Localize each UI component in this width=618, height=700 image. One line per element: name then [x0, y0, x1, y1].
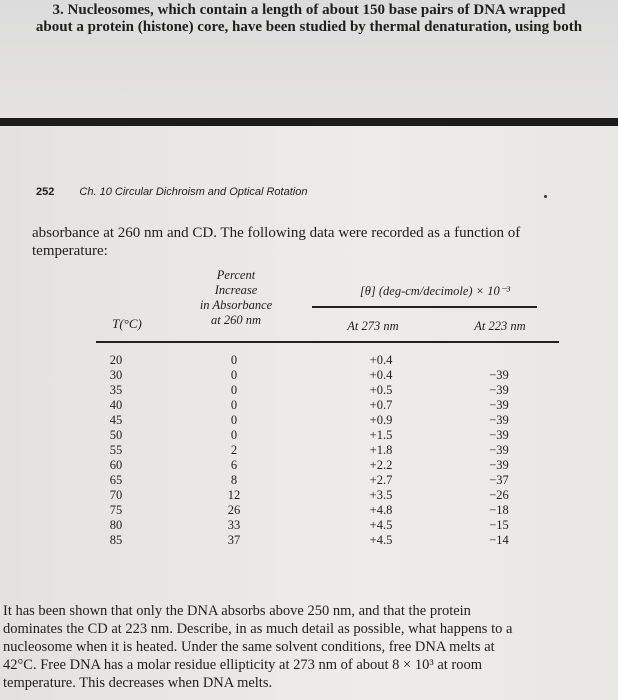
page-number: 252: [36, 186, 55, 198]
question-line-2: about a protein (histone) core, have been studied by thermal denaturation, using both: [35, 19, 583, 35]
cd273-cell: +0.4: [369, 353, 393, 367]
cd273-cell: +0.4: [369, 368, 393, 382]
absorbance-cell: 12: [227, 488, 241, 502]
temp-cell: 30: [109, 368, 123, 382]
temp-cell: 40: [109, 398, 123, 412]
cd223-cell: −39: [489, 458, 509, 472]
cd273-cell: +0.7: [369, 398, 393, 412]
absorbance-cell: 0: [230, 383, 238, 397]
cd273-column: [356, 353, 406, 548]
temp-cell: 60: [109, 458, 123, 472]
temp-cell: 55: [109, 443, 123, 457]
absorbance-cell: 0: [230, 353, 238, 367]
absorbance-cell: 2: [230, 443, 238, 457]
cd223-cell: −15: [489, 518, 509, 532]
cd273-cell: +2.2: [369, 458, 393, 472]
cd223-cell: −39: [489, 428, 509, 442]
cd273-cell: +4.8: [369, 503, 393, 517]
intro-line-1: absorbance at 260 nm and CD. The following data were recorded as a function of: [32, 225, 521, 241]
page-gutter: [0, 118, 618, 126]
absorbance-cell: 0: [230, 428, 238, 442]
temp-cell: 35: [109, 383, 123, 397]
cd273-cell: +1.5: [369, 428, 393, 442]
temp-cell: 75: [109, 503, 123, 517]
cd223-cell: −26: [489, 488, 509, 502]
closing-line-5: temperature. This decreases when DNA melts.: [3, 675, 273, 691]
cd223-cell: −39: [489, 413, 509, 427]
closing-line-1: It has been shown that only the DNA absorbs above 250 nm, and that the protein: [3, 603, 471, 619]
cd223-cell: [474, 353, 524, 368]
temp-cell: 50: [109, 428, 123, 442]
cd223-cell: −39: [489, 398, 509, 412]
cd223-cell: −14: [489, 533, 509, 547]
intro-line-2: temperature:: [32, 243, 108, 259]
temperature-header: T(°C): [112, 316, 142, 331]
cd273-cell: +0.5: [369, 383, 393, 397]
absorbance-header-line-1: Percent: [216, 268, 256, 282]
absorbance-column: [214, 353, 254, 548]
temp-cell: 85: [109, 533, 123, 547]
cd223-cell: −39: [489, 383, 509, 397]
cd223-header: At 223 nm: [474, 319, 526, 333]
running-head: [36, 186, 307, 198]
cd273-cell: +3.5: [369, 488, 393, 502]
absorbance-cell: 8: [230, 473, 238, 487]
closing-line-2: dominates the CD at 223 nm. Describe, in as much detail as possible, what happens to a: [3, 621, 513, 637]
absorbance-header-line-3: in Absorbance: [199, 298, 273, 312]
absorbance-header: [186, 268, 286, 328]
absorbance-header-line-4: at 260 nm: [211, 313, 261, 327]
cd-group-rule: [312, 306, 537, 308]
cd223-cell: −18: [489, 503, 509, 517]
cd273-cell: +0.9: [369, 413, 393, 427]
cd273-cell: +2.7: [369, 473, 393, 487]
closing-line-4: 42°C. Free DNA has a molar residue ellipticity at 273 nm of about 8 × 10³ at room: [3, 657, 483, 673]
closing-paragraph: [3, 602, 615, 692]
absorbance-cell: 0: [230, 398, 238, 412]
cd223-cell: −39: [489, 443, 509, 457]
cd273-cell: +4.5: [369, 533, 393, 547]
temp-cell: 45: [109, 413, 123, 427]
temp-cell: 20: [109, 353, 123, 367]
cd223-cell: −37: [489, 473, 509, 487]
cd273-header: At 273 nm: [347, 319, 399, 333]
intro-paragraph: [32, 224, 608, 260]
chapter-title: Ch. 10 Circular Dichroism and Optical Rotation: [79, 186, 308, 198]
question-line-1: 3. Nucleosomes, which contain a length of about 150 base pairs of DNA wrapped: [52, 2, 566, 18]
absorbance-cell: 37: [227, 533, 241, 547]
temp-cell: 65: [109, 473, 123, 487]
temp-cell: 80: [109, 518, 123, 532]
speck: [544, 195, 547, 198]
absorbance-cell: 26: [227, 503, 241, 517]
cd223-cell: −39: [489, 368, 509, 382]
cd273-cell: +1.8: [369, 443, 393, 457]
previous-page: [0, 0, 618, 118]
absorbance-header-line-2: Increase: [214, 283, 258, 297]
cd223-column: [474, 353, 524, 548]
temp-cell: 70: [109, 488, 123, 502]
cd-group-header: [θ] (deg-cm/decimole) × 10⁻³: [359, 284, 511, 298]
absorbance-cell: 33: [227, 518, 241, 532]
table-header-rule: [96, 341, 559, 343]
closing-line-3: nucleosome when it is heated. Under the same solvent conditions, free DNA melts at: [3, 639, 495, 655]
absorbance-cell: 0: [230, 368, 238, 382]
temperature-column: [96, 353, 136, 548]
absorbance-cell: 6: [230, 458, 238, 472]
absorbance-cell: 0: [230, 413, 238, 427]
cd273-cell: +4.5: [369, 518, 393, 532]
